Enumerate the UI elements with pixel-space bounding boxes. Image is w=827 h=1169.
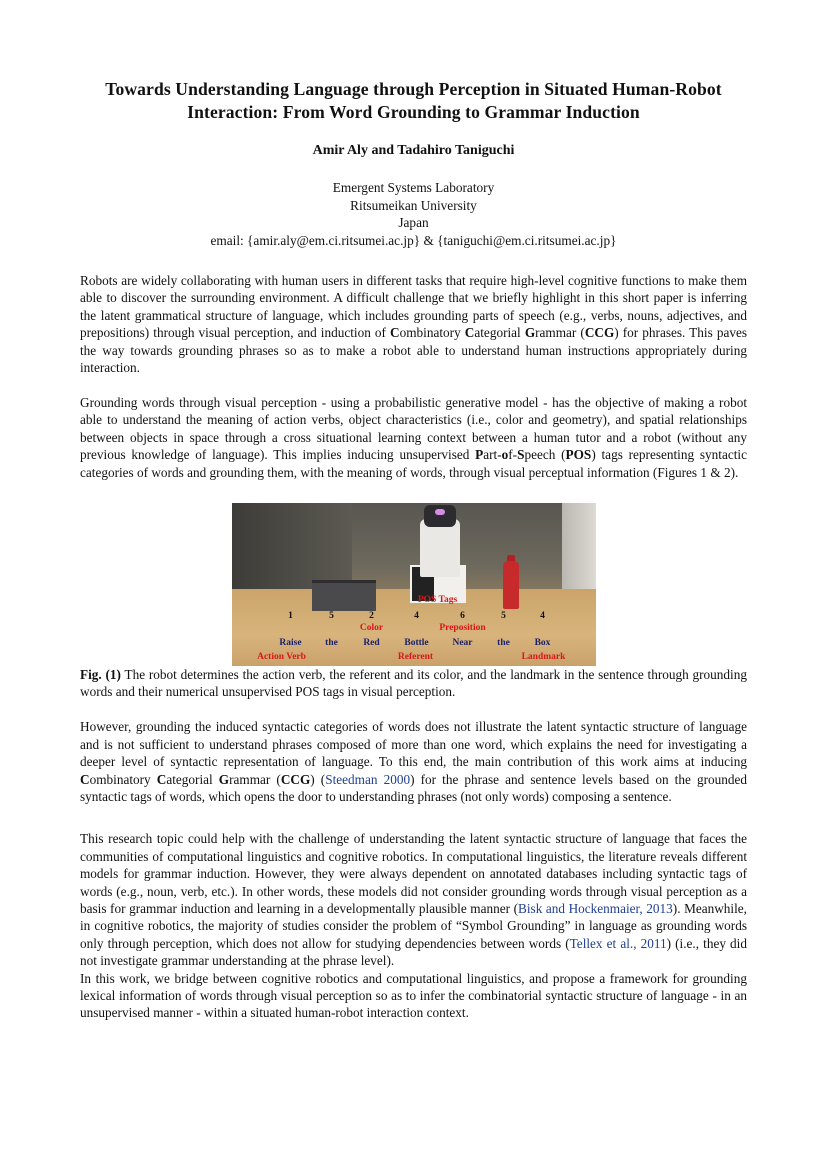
ccg-initial-c: C <box>390 325 400 341</box>
figure-word: the <box>325 637 338 648</box>
paragraph-research-topic <box>80 830 747 969</box>
figure-caption-text: The robot determines the action verb, the referent and its color, and the landmark in the sentence through grounding words and their numerical unsupervised POS tags in visual perception. <box>80 666 747 700</box>
affiliation-email[interactable]: email: {amir.aly@em.ci.ritsumei.ac.jp} & {taniguchi@em.ci.ritsumei.ac.jp} <box>210 232 617 248</box>
figure-tag-number: 2 <box>369 610 374 621</box>
scene-red-bottle <box>503 561 519 609</box>
figure-tag-number: 5 <box>501 610 506 621</box>
figure-color-label: Color <box>359 622 384 633</box>
ccg-text-ategorial: ategorial <box>474 325 525 341</box>
pos-initial-p: P <box>475 447 484 463</box>
figure-word: the <box>497 637 510 648</box>
scene-robot-light <box>435 509 445 515</box>
figure-word: Raise <box>279 637 302 648</box>
affiliation <box>80 179 747 249</box>
ccg-abbrev: CCG <box>584 325 615 341</box>
figure-tag-number: 5 <box>329 610 334 621</box>
ccg-text-rammar: rammar ( <box>229 771 281 787</box>
figure-tag-number: 4 <box>414 610 419 621</box>
citation-steedman[interactable]: Steedman 2000 <box>325 771 411 787</box>
ccg-initial-cat: C <box>464 325 475 341</box>
citation-bisk[interactable]: Bisk and Hockenmaier, 2013 <box>518 900 673 916</box>
figure-preposition-label: Preposition <box>439 622 486 633</box>
paragraph-research-end: ) (i.e., they did not investigate grammar understanding at the phrase level). <box>80 935 747 969</box>
paragraph-research-middle: ). Meanwhile, in cognitive robotics, the majority of studies consider the problem of “Symbol Grounding” in language as grounding words only through perception, which does not allow for studying dependencies between words ( <box>80 900 747 951</box>
affiliation-country: Japan <box>398 215 429 230</box>
affiliation-university: Ritsumeikan University <box>350 197 477 213</box>
ccg-text-end: ) for phrases. <box>614 325 686 341</box>
pos-initial-o: o <box>501 447 509 463</box>
pos-text-art: art- <box>483 447 502 463</box>
paragraph-ccg-text: However, grounding the induced syntactic categories of words does not illustrate the latent syntactic structure of language and is not sufficient to understand phrases composed of more than one word, which explains the need for investigating a deeper level of syntactic representation of language. To this end, the main contribution of this work aims at inducing <box>80 719 747 770</box>
ccg-text-ombinatory: ombinatory <box>399 325 465 341</box>
figure-tag-number: 1 <box>288 610 293 621</box>
figure-caption <box>80 666 747 701</box>
figure-word: Red <box>363 637 380 648</box>
ccg-text-ombinatory: ombinatory <box>89 771 157 787</box>
ccg-initial-c: C <box>80 771 90 787</box>
figure-pos-tags-label: POS Tags <box>417 594 458 605</box>
scene-robot-body <box>420 519 460 577</box>
paragraph-ccg <box>80 718 747 805</box>
ccg-initial-g: G <box>524 325 536 341</box>
figure-landmark-label: Landmark <box>521 651 566 662</box>
figure-tag-number: 4 <box>540 610 545 621</box>
pos-close: ) <box>591 447 596 463</box>
ccg-text-close: ) ( <box>310 771 326 787</box>
authors: Amir Aly and Tadahiro Taniguchi <box>312 143 515 158</box>
scene-cabinet-right <box>562 503 596 603</box>
paragraph-this-work: In this work, we bridge between cognitive robotics and computational linguistics, and propose a framework for grounding lexical information of words through visual perception so as to infer the combinatorial syntactic structure of language - in an unsupervised manner - within a situated human-robot interaction context. <box>80 970 747 1021</box>
pos-initial-s: S <box>517 447 525 463</box>
paragraph-grounding <box>80 394 747 481</box>
paragraph-intro-end: This paves the way towards grounding phrases so as to make a robot able to understand human instructions appropriately during interaction. <box>80 325 747 376</box>
affiliation-lab: Emergent Systems Laboratory <box>332 180 495 195</box>
figure-word: Bottle <box>404 637 429 648</box>
ccg-abbrev: CCG <box>280 771 311 787</box>
figure-robot-scene <box>232 503 596 666</box>
paper-title: Towards Understanding Language through Perception in Situated Human-Robot Interaction: From Word Grounding to Grammar Induction <box>105 79 722 122</box>
figure-referent-label: Referent <box>397 651 434 662</box>
ccg-text-rammar: rammar ( <box>535 325 585 341</box>
scene-box <box>312 580 376 611</box>
pos-abbrev: POS <box>565 447 592 463</box>
citation-tellex[interactable]: Tellex et al., 2011 <box>569 935 667 951</box>
figure-tag-number: 6 <box>460 610 465 621</box>
paragraph-ccg-end: ) for the phrase and sentence levels based on the grounded syntactic tags of words, which opens the door to understanding phrases (not only words) composing a sentence. <box>80 771 747 804</box>
paragraph-grounding-text: Grounding words through visual perception - using a probabilistic generative model - has the objective of making a robot able to understand the meaning of action verbs, object characteristics (i.e., color and geometry), and spatial relationships between objects in space through a cross situational learning context between a human tutor and a robot (without any previous knowledge of language). This implies inducing unsupervised <box>80 394 747 463</box>
ccg-initial-g: G <box>218 771 230 787</box>
paragraph-intro-text: Robots are widely collaborating with human users in different tasks that require high-level cognitive functions to make them able to discover the surrounding environment. A difficult challenge that we briefly highlight in this short paper is inferring the latent grammatical structure of language, which includes grounding parts of speech (e.g., verbs, nouns, adjectives, and prepositions) through visual perception, and induction of <box>80 273 747 341</box>
ccg-initial-cat: C <box>156 771 167 787</box>
figure-action-verb-label: Action Verb <box>257 651 306 662</box>
paragraph-research-text: This research topic could help with the challenge of understanding the latent syntactic structure of language that faces the communities of computational linguistics and cognitive robotics. In computational linguistics, the literature reveals different models for grammar induction. However, they were always dependent on annotated databases including syntactic tags of words (e.g., noun, verb, etc.). In other words, these models did not consider grounding words through visual perception as a basis for grammar induction and learning in a developmentally plausible manner ( <box>80 831 747 916</box>
paragraph-intro <box>80 272 747 376</box>
figure-word: Box <box>534 637 551 648</box>
figure-word: Near <box>452 637 473 648</box>
pos-text-peech: peech ( <box>524 447 566 463</box>
pos-text-f: f- <box>508 447 518 463</box>
paragraph-grounding-end: tags representing syntactic categories of words and grounding them, with the meaning of words, through visual perceptual information (Figures 1 & 2). <box>80 447 747 480</box>
ccg-text-ategorial: ategorial <box>166 771 219 787</box>
figure-caption-label: Fig. (1) <box>80 666 121 682</box>
